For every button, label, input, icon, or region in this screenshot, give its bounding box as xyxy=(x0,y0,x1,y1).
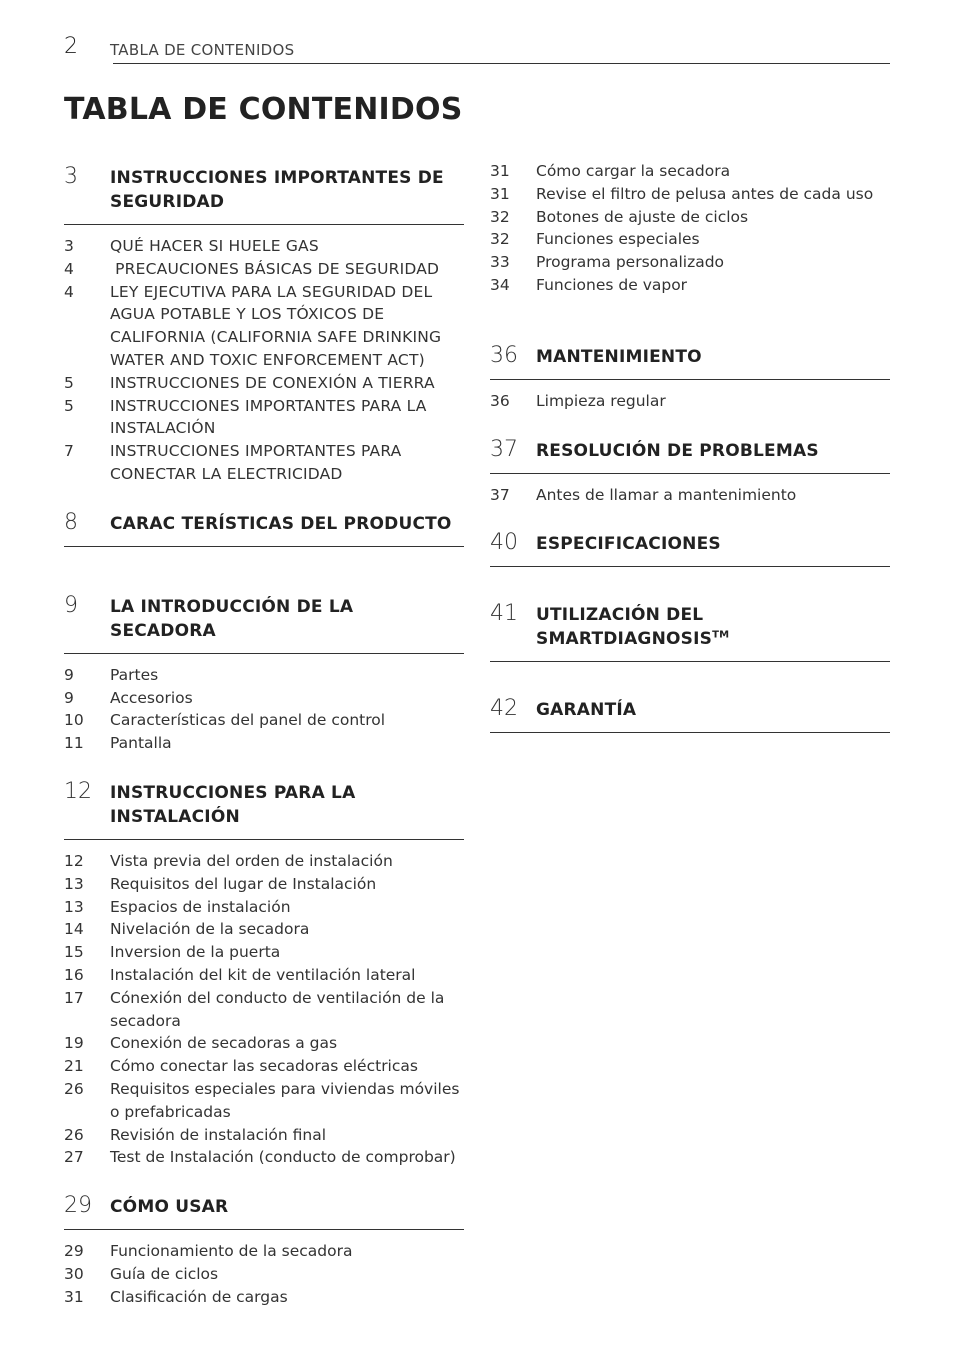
entry-page: 11 xyxy=(64,734,84,753)
section-title xyxy=(536,601,890,651)
entry-text: INSTRUCCIONES IMPORTANTES PARA CONECTAR LA ELECTRICIDAD xyxy=(110,442,402,483)
trademark-mark: TM xyxy=(712,629,730,641)
section-title-text: UTILIZACIÓN DEL SMARTDIAGNOSIS xyxy=(536,605,713,650)
entry-page: 14 xyxy=(64,920,84,939)
entry-page: 4 xyxy=(64,259,74,278)
entry-text: Revisión de instalación final xyxy=(110,1125,327,1144)
entry-page: 9 xyxy=(64,665,74,684)
entry-page: 32 xyxy=(490,230,510,249)
entry-page: 16 xyxy=(64,965,84,984)
toc-entry xyxy=(64,987,464,1033)
entry-text: Revise el filtro de pelusa antes de cada uso xyxy=(536,184,874,203)
section-page-number: 40 xyxy=(490,530,518,556)
entry-page: 30 xyxy=(64,1264,84,1283)
toc-entry xyxy=(490,274,890,297)
section-title: INSTRUCCIONES IMPORTANTES DE SEGURIDAD xyxy=(110,168,444,212)
entry-text: Instalación del kit de ventilación lateral xyxy=(110,965,416,984)
section-title: MANTENIMIENTO xyxy=(536,346,702,367)
entry-page: 32 xyxy=(490,207,510,226)
entry-page: 4 xyxy=(64,282,74,301)
entry-page: 31 xyxy=(490,162,510,180)
entry-text: Vista previa del orden de instalación xyxy=(110,851,393,870)
toc-entry xyxy=(490,183,890,206)
entry-text: Cómo conectar las secadoras eléctricas xyxy=(110,1057,418,1076)
toc-entry xyxy=(64,258,464,281)
entry-page: 15 xyxy=(64,943,84,962)
toc-entry xyxy=(64,372,464,395)
toc-entry xyxy=(64,1032,464,1055)
toc-section-smartdiagnosis xyxy=(490,601,890,662)
toc-entry xyxy=(64,1124,464,1147)
entry-text: Nivelación de la secadora xyxy=(110,920,310,939)
toc-section-how-to-use xyxy=(64,1193,464,1308)
entry-text: Antes de llamar a mantenimiento xyxy=(536,485,797,504)
entry-text: INSTRUCCIONES IMPORTANTES PARA LA INSTALACIÓN xyxy=(110,396,427,438)
entry-text: Programa personalizado xyxy=(536,253,725,272)
entry-page: 37 xyxy=(490,485,510,504)
toc-section-troubleshooting xyxy=(490,437,890,507)
entry-page: 10 xyxy=(64,711,84,730)
toc-entry xyxy=(64,1055,464,1078)
entry-text: Test de Instalación (conducto de comprobar) xyxy=(110,1148,456,1167)
toc-entry xyxy=(64,1286,464,1309)
entry-text: Accesorios xyxy=(110,688,193,707)
toc-entry xyxy=(64,850,464,873)
entry-text: Funcionamiento de la secadora xyxy=(110,1242,353,1261)
section-heading xyxy=(64,1193,464,1230)
toc-entry xyxy=(64,440,464,486)
entry-text: PRECAUCIONES BÁSICAS DE SEGURIDAD xyxy=(110,259,440,278)
entry-text: Guía de ciclos xyxy=(110,1264,219,1283)
section-page-number: 3 xyxy=(64,164,78,189)
section-heading xyxy=(490,696,890,733)
page-header xyxy=(64,34,890,64)
toc-entry xyxy=(64,896,464,919)
toc-entry xyxy=(64,941,464,964)
section-title: ESPECIFICACIONES xyxy=(536,534,721,555)
toc-entry xyxy=(490,228,890,251)
toc-entry xyxy=(64,235,464,258)
toc-entry xyxy=(490,390,890,413)
section-page-number: 42 xyxy=(490,696,518,722)
running-title: TABLA DE CONTENIDOS xyxy=(110,41,295,59)
entry-text: Requisitos del lugar de Instalación xyxy=(110,874,377,893)
entry-page: 26 xyxy=(64,1125,84,1144)
entry-page: 36 xyxy=(490,391,510,410)
toc-entry xyxy=(64,918,464,941)
entry-page: 5 xyxy=(64,373,74,392)
entry-page: 21 xyxy=(64,1057,84,1076)
entry-text: Cómo cargar la secadora xyxy=(536,162,731,180)
section-title: INSTRUCCIONES PARA LA INSTALACIÓN xyxy=(110,782,356,827)
section-heading xyxy=(490,530,890,567)
toc-section-features xyxy=(64,510,464,547)
entry-text: INSTRUCCIONES DE CONEXIÓN A TIERRA xyxy=(110,373,435,392)
entry-text: Pantalla xyxy=(110,734,172,753)
section-title: RESOLUCIÓN DE PROBLEMAS xyxy=(536,440,819,461)
toc-entry xyxy=(64,709,464,732)
entry-text: Funciones especiales xyxy=(536,230,700,249)
toc-entry xyxy=(64,687,464,710)
section-heading xyxy=(490,437,890,474)
entry-text: QUÉ HACER SI HUELE GAS xyxy=(110,237,319,255)
toc-entry xyxy=(490,251,890,274)
entry-page: 19 xyxy=(64,1034,84,1053)
toc-section-safety xyxy=(64,164,464,486)
toc-entry xyxy=(64,1146,464,1169)
toc-entry xyxy=(490,484,890,507)
entry-text: Inversion de la puerta xyxy=(110,943,281,962)
section-page-number: 9 xyxy=(64,592,78,618)
section-page-number: 36 xyxy=(490,342,518,368)
entry-text: Espacios de instalación xyxy=(110,897,291,916)
entry-page: 3 xyxy=(64,237,74,255)
entry-text: Conexión de secadoras a gas xyxy=(110,1034,338,1053)
toc-left-column xyxy=(64,164,464,1309)
section-heading xyxy=(64,779,464,840)
entry-text: Cónexión del conducto de ventilación de la secadora xyxy=(110,988,445,1030)
toc-entry xyxy=(64,873,464,896)
section-heading xyxy=(490,601,890,662)
section-page-number: 8 xyxy=(64,509,78,535)
page-title: TABLA DE CONTENIDOS xyxy=(64,92,463,127)
entry-page: 27 xyxy=(64,1148,84,1167)
toc-section-warranty xyxy=(490,696,890,733)
entry-page: 31 xyxy=(490,184,510,203)
toc-entry xyxy=(64,964,464,987)
entry-page: 17 xyxy=(64,988,84,1007)
toc-section-installation xyxy=(64,779,464,1169)
toc-entry xyxy=(64,1263,464,1286)
entry-text: Características del panel de control xyxy=(110,711,386,730)
toc-entry xyxy=(490,160,890,183)
section-heading xyxy=(64,510,464,547)
page-number: 2 xyxy=(64,34,78,59)
toc-entry xyxy=(64,732,464,755)
toc-entry xyxy=(64,1240,464,1263)
entry-text: Clasificación de cargas xyxy=(110,1287,288,1306)
section-title: CÓMO USAR xyxy=(110,1197,229,1218)
section-page-number: 12 xyxy=(64,778,92,804)
toc-continued-entries xyxy=(490,160,890,297)
entry-page: 26 xyxy=(64,1079,84,1098)
header-rule xyxy=(113,63,890,64)
entry-page: 29 xyxy=(64,1242,84,1261)
entry-page: 33 xyxy=(490,253,510,272)
entry-page: 5 xyxy=(64,396,74,415)
entry-page: 7 xyxy=(64,442,74,461)
toc-entry xyxy=(64,664,464,687)
entry-text: Botones de ajuste de ciclos xyxy=(536,207,749,226)
toc-right-column xyxy=(490,160,890,743)
toc-entry xyxy=(64,281,464,372)
toc-entry xyxy=(64,1078,464,1124)
entry-page: 12 xyxy=(64,851,84,870)
section-page-number: 29 xyxy=(64,1193,92,1219)
section-page-number: 37 xyxy=(490,436,518,462)
entry-text: Requisitos especiales para viviendas móviles o prefabricadas xyxy=(110,1079,460,1121)
toc-entry xyxy=(490,206,890,229)
section-title: LA INTRODUCCIÓN DE LA SECADORA xyxy=(110,596,354,641)
entry-page: 34 xyxy=(490,275,510,294)
entry-text: LEY EJECUTIVA PARA LA SEGURIDAD DEL AGUA POTABLE Y LOS TÓXICOS DE CALIFORNIA (CALIFORNIA SAFE DRINKING WATER AND TOXIC ENFORCEMENT ACT) xyxy=(110,282,442,369)
toc-entry xyxy=(64,395,464,441)
section-heading xyxy=(64,164,464,225)
section-page-number: 41 xyxy=(490,601,518,627)
entry-page: 13 xyxy=(64,874,84,893)
section-heading xyxy=(490,343,890,380)
entry-text: Funciones de vapor xyxy=(536,275,688,294)
entry-page: 13 xyxy=(64,897,84,916)
toc-section-maintenance xyxy=(490,343,890,413)
section-title: CARAC TERÍSTICAS DEL PRODUCTO xyxy=(110,513,452,534)
entry-text: Limpieza regular xyxy=(536,391,666,410)
section-title: GARANTÍA xyxy=(536,700,637,721)
toc-section-introduction xyxy=(64,593,464,755)
entry-page: 9 xyxy=(64,688,74,707)
section-heading xyxy=(64,593,464,654)
entry-page: 31 xyxy=(64,1287,84,1306)
toc-section-specifications xyxy=(490,530,890,567)
entry-text: Partes xyxy=(110,665,159,684)
